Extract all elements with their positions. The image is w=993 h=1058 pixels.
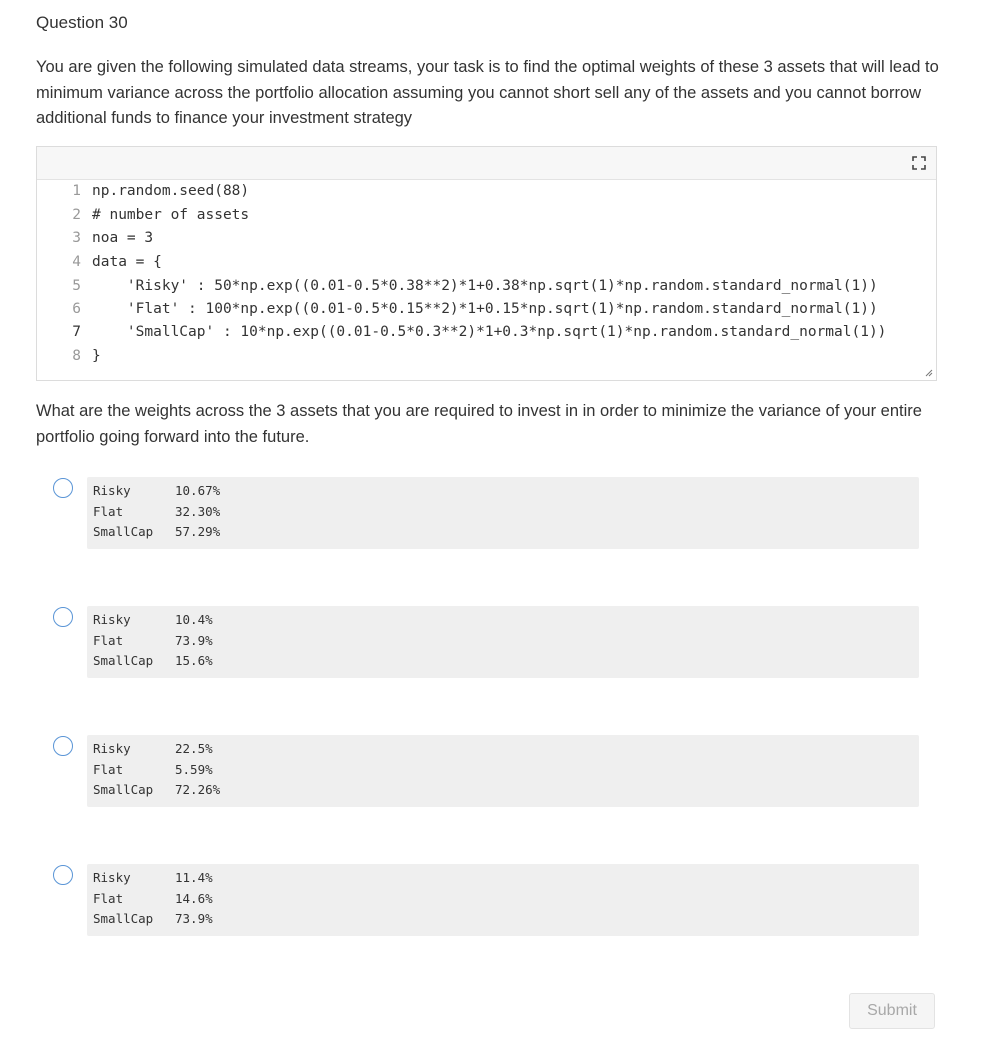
- asset-weight: 15.6%: [175, 653, 213, 668]
- asset-name: Flat: [93, 504, 124, 519]
- asset-name: Risky: [93, 612, 131, 627]
- asset-name: Flat: [93, 633, 124, 648]
- weight-row: [93, 522, 220, 542]
- line-number: 7: [72, 324, 81, 340]
- line-number: 1: [72, 183, 81, 199]
- code-text: data = {: [92, 254, 162, 270]
- code-line: [37, 321, 886, 344]
- asset-weight: 14.6%: [175, 891, 213, 906]
- code-line: [37, 180, 249, 203]
- answer-option-content[interactable]: [87, 477, 919, 549]
- asset-weight: 72.26%: [175, 782, 221, 797]
- asset-name: Risky: [93, 741, 131, 756]
- asset-weight: 57.29%: [175, 524, 221, 539]
- code-text: }: [92, 348, 101, 364]
- question-prompt: You are given the following simulated data streams, your task is to find the optimal weights of these 3 assets that will lead to minimum variance across the portfolio allocation assuming you cannot short sell any of the assets and you cannot borrow additional funds to finance your investment strategy: [36, 58, 939, 127]
- asset-name: Risky: [93, 483, 131, 498]
- weight-row: [93, 610, 213, 630]
- code-line: [37, 251, 162, 274]
- answer-option[interactable]: [53, 864, 919, 936]
- code-text: # number of assets: [92, 207, 250, 223]
- asset-weight: 10.4%: [175, 612, 213, 627]
- asset-name: SmallCap: [93, 524, 154, 539]
- line-number: 5: [72, 278, 81, 294]
- line-number: 4: [72, 254, 81, 270]
- line-number: 2: [72, 207, 81, 223]
- answer-option-content[interactable]: [87, 864, 919, 936]
- line-number: 6: [72, 301, 81, 317]
- code-text: noa = 3: [92, 230, 154, 246]
- code-text: 'Risky' : 50*np.exp((0.01-0.5*0.38**2)*1+0.38*np.sqrt(1)*np.random.standard_normal(1)): [92, 278, 878, 294]
- line-number: 3: [72, 230, 81, 246]
- expand-icon[interactable]: [912, 156, 926, 170]
- weight-row: [93, 760, 213, 780]
- answer-option-content[interactable]: [87, 606, 919, 678]
- weight-row: [93, 481, 220, 501]
- radio-button[interactable]: [53, 607, 73, 627]
- asset-name: Flat: [93, 762, 124, 777]
- radio-button[interactable]: [53, 478, 73, 498]
- code-text: 'Flat' : 100*np.exp((0.01-0.5*0.15**2)*1+0.15*np.sqrt(1)*np.random.standard_normal(1)): [92, 301, 878, 317]
- code-line: [37, 298, 878, 321]
- asset-weight: 10.67%: [175, 483, 221, 498]
- radio-button[interactable]: [53, 865, 73, 885]
- answer-option[interactable]: [53, 735, 919, 807]
- asset-name: SmallCap: [93, 653, 154, 668]
- answer-option-content[interactable]: [87, 735, 919, 807]
- weight-row: [93, 739, 213, 759]
- asset-weight: 73.9%: [175, 911, 213, 926]
- asset-weight: 73.9%: [175, 633, 213, 648]
- resize-handle-icon[interactable]: [925, 369, 933, 377]
- radio-button[interactable]: [53, 736, 73, 756]
- answer-option[interactable]: [53, 477, 919, 549]
- asset-weight: 5.59%: [175, 762, 213, 777]
- question-title: Question 30: [36, 13, 128, 32]
- code-line: [37, 345, 101, 368]
- weight-row: [93, 651, 213, 671]
- code-line: [37, 275, 878, 298]
- code-area[interactable]: [37, 180, 936, 380]
- weight-row: [93, 889, 213, 909]
- code-line: [37, 227, 153, 250]
- weight-row: [93, 909, 213, 929]
- code-text: np.random.seed(88): [92, 183, 250, 199]
- weight-row: [93, 631, 213, 651]
- asset-name: SmallCap: [93, 911, 154, 926]
- code-editor[interactable]: [36, 146, 937, 381]
- code-line: [37, 204, 249, 227]
- submit-button[interactable]: Submit: [849, 993, 935, 1029]
- editor-toolbar: [37, 147, 936, 180]
- code-text: 'SmallCap' : 10*np.exp((0.01-0.5*0.3**2)*1+0.3*np.sqrt(1)*np.random.standard_normal(1)): [92, 324, 887, 340]
- line-number: 8: [72, 348, 81, 364]
- asset-name: SmallCap: [93, 782, 154, 797]
- asset-weight: 22.5%: [175, 741, 213, 756]
- asset-weight: 11.4%: [175, 870, 213, 885]
- asset-name: Risky: [93, 870, 131, 885]
- asset-weight: 32.30%: [175, 504, 221, 519]
- asset-name: Flat: [93, 891, 124, 906]
- weight-row: [93, 780, 220, 800]
- question-subprompt: What are the weights across the 3 assets that you are required to invest in in order to minimize the variance of your entire portfolio going forward into the future.: [36, 402, 922, 446]
- weight-row: [93, 502, 220, 522]
- answer-option[interactable]: [53, 606, 919, 678]
- weight-row: [93, 868, 213, 888]
